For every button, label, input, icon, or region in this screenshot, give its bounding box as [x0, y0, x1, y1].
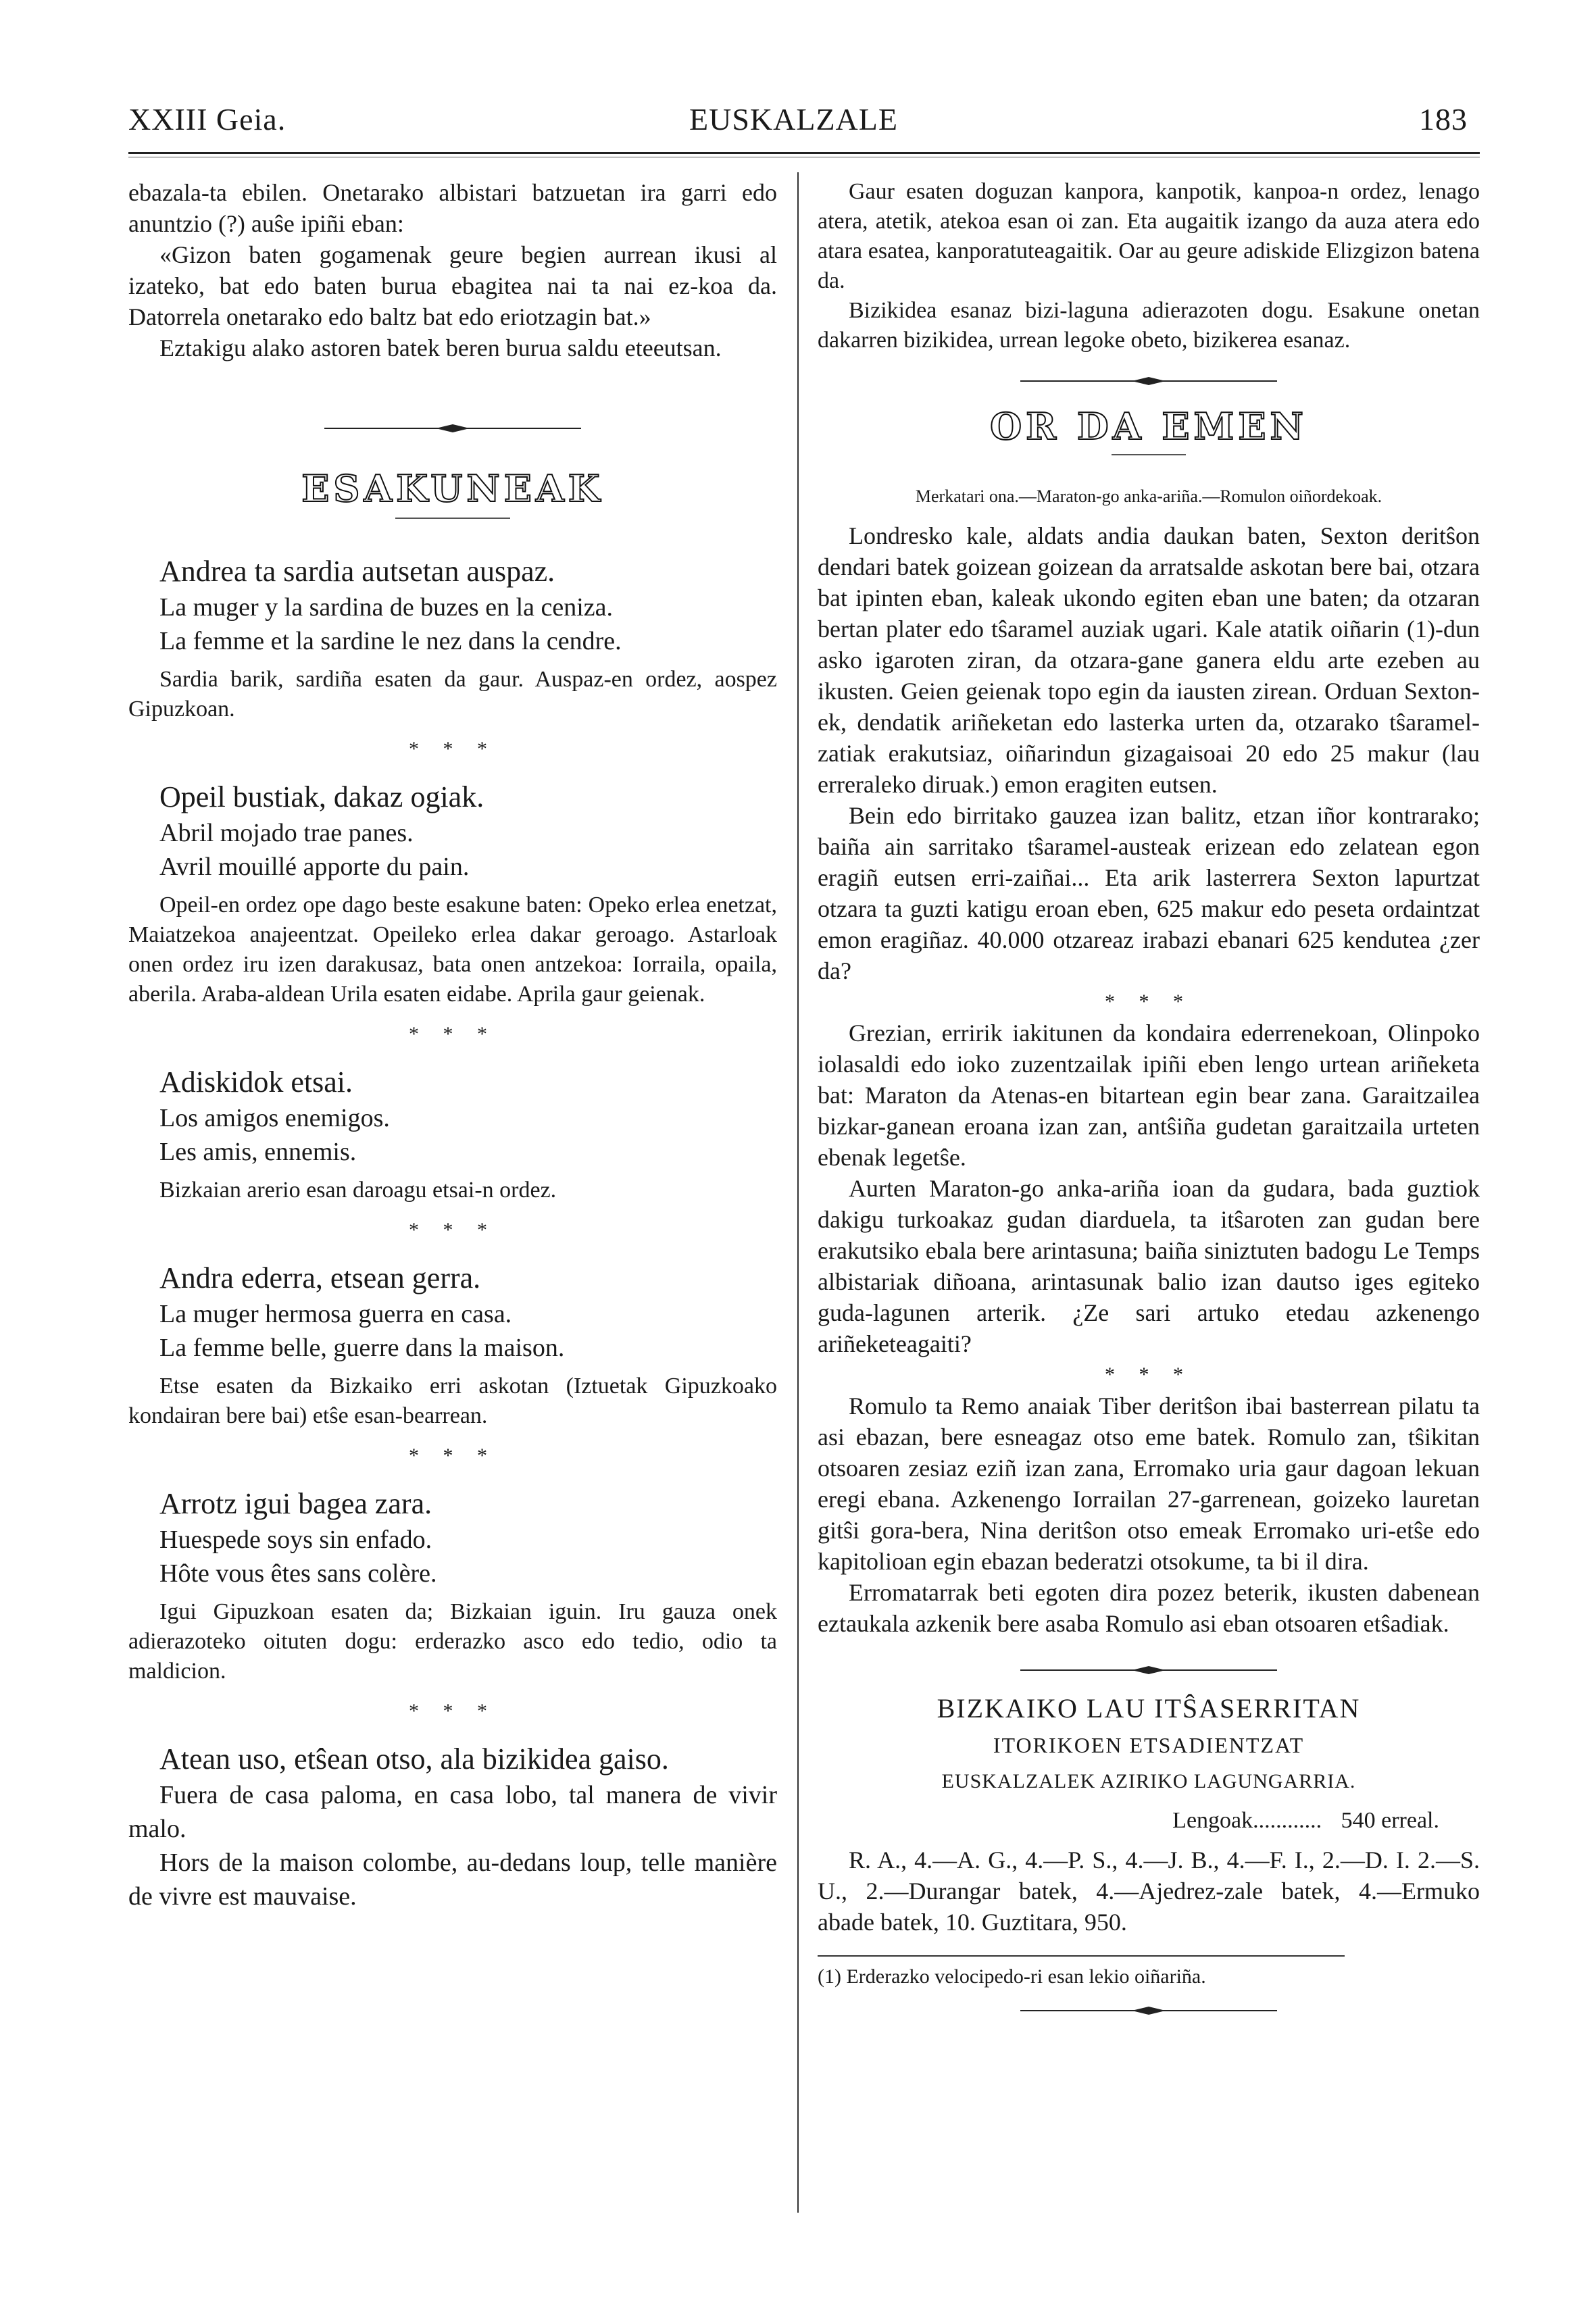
section-subtitle: Merkatari ona.—Maraton-go anka-ariña.—Romulon oiñordekoak.	[915, 486, 1382, 506]
proverb: Adiskidok etsai.	[159, 1065, 353, 1099]
quote-paragraph: «Gizon baten gogamenak geure begien aurrean ikusi al izateko, bat edo baten burua ebagitea nai ta nai ez-koa da. Datorrela onetarako edo baltz bat edo eriotzagin bat.»	[128, 241, 777, 330]
paragraph: Bizikidea esanaz bizi-laguna adierazoten dogu. Esakune onetan dakarren bizikidea, urrean legoke obeto, bizikerea esanaz.	[818, 298, 1480, 353]
ornament-divider-icon	[318, 422, 588, 435]
paragraph: ebazala-ta ebilen. Onetarako albistari batzuetan ira garri edo anuntzio (?) auŝe ipiñi eban:	[128, 179, 777, 237]
running-head-title: EUSKALZALE	[689, 102, 898, 136]
paragraph: Eztakigu alako astoren batek beren burua saldu eteeutsan.	[159, 334, 722, 361]
proverb-note: Igui Gipuzkoan esaten da; Bizkaian iguin. Iru gauza onek adierazoteko oituten dogu: erderazko asco edo tedio, odio ta maldicion.	[128, 1599, 777, 1684]
section-title-or-da-emen: OR DA EMEN	[990, 405, 1307, 448]
ornament-divider-icon	[1014, 374, 1284, 388]
section-stars: * * *	[409, 738, 497, 760]
proverb-note: Bizkaian arerio esan daroagu etsai-n ordez.	[159, 1178, 557, 1203]
article-paragraph: Bein edo birritako gauzea izan balitz, etzan iñor kontrarako; baiña ain sarritako tŝaramel-austeak erizean edo zelatean egon eragiñ eutsen erri-zaiñai... Eta arik lasterrera Sexton lapurtzat otzara ta guzti katigu eroan eben, 625 makur edo peseta ordaintzat emon eragiñaz. 40.000 otzareaz irabazi ebanari 625 kendutea ¿zer da?	[818, 802, 1480, 984]
section-stars: * * *	[1105, 1363, 1193, 1386]
translation-fr: Hôte vous êtes sans colère.	[159, 1559, 437, 1588]
section-title-esakuneak: ESAKUNEAK	[301, 467, 604, 510]
paragraph: Gaur esaten doguzan kanpora, kanpotik, kanpoa-n ordez, lenago atera, atetik, atekoa esan oi zan. Eta augaitik izango da auza atera edo atara esatea, kanporatuteagaitik. Oar au geure adiskide Elizgizon batena da.	[818, 179, 1480, 293]
section-stars: * * *	[1105, 990, 1193, 1013]
running-total-value: 540 erreal.	[1341, 1808, 1439, 1833]
proverb: Andrea ta sardia autsetan auspaz.	[159, 555, 555, 588]
section-stars: * * *	[409, 1023, 497, 1045]
section-stars: * * *	[409, 1700, 497, 1722]
translation-fr: Les amis, ennemis.	[159, 1138, 357, 1166]
translation-fr: Hors de la maison colombe, au-dedans loup, telle manière de vivre est mauvaise.	[128, 1848, 777, 1911]
section-stars: * * *	[409, 1444, 497, 1467]
right-column	[818, 177, 1480, 2017]
donor-list: R. A., 4.—A. G., 4.—P. S., 4.—J. B., 4.—F. I., 2.—D. I. 2.—S. U., 2.—Durangar batek, 4.—Ajedrez-zale batek, 4.—Ermuko abade batek, 10. Guztitara, 950.	[818, 1846, 1480, 1936]
proverb: Arrotz igui bagea zara.	[159, 1487, 432, 1520]
translation-fr: La femme belle, guerre dans la maison.	[159, 1334, 565, 1362]
ornament-divider-icon	[1014, 2004, 1284, 2017]
proverb: Andra ederra, etsean gerra.	[159, 1261, 481, 1294]
running-total	[818, 1805, 1480, 1836]
article-paragraph: Romulo ta Remo anaiak Tiber deritŝon ibai basterrean pilatu ta asi ebazan, bere esneagaz otso eme batek. Romulo zan, tŝikitan otsoaren zesiaz eziñ izan zana, Erromako uria gaur dagoan lekuan eregi ebana. Azkenengo Iorrailan 27-garrenean, goizeko lauretan gitŝi gora-bera, Nina deritŝon otso emeak Erromako uri-etŝe edo kapitolioan egin ebazan bederatzi otsokume, ta bi il dira.	[818, 1392, 1480, 1575]
article-paragraph: Erromatarrak beti egoten dira pozez beterik, ikusten dabenean eztaukala azkenik bere asaba Romulo asi eban otsoaren etŝadiak.	[818, 1579, 1480, 1637]
translation-es: Huespede soys sin enfado.	[159, 1526, 432, 1554]
proverb-note: Etse esaten da Bizkaiko erri askotan (Iztuetak Gipuzkoako kondairan bere bai) etŝe esan-bearrean.	[128, 1374, 777, 1428]
translation-es: La muger y la sardina de buzes en la ceniza.	[159, 593, 614, 622]
proverb-note: Opeil-en ordez ope dago beste esakune baten: Opeko erlea enetzat, Maiatzekoa anajeentzat. Opeileko erlea dakar geroago. Astarloak onen ordez iru izen darakusaz, bata onen antzekoa: Iorraila, opaila, aberila. Araba-aldean Urila esaten eidabe. Aprila gaur geienak.	[128, 892, 777, 1007]
ornament-divider-icon	[1014, 1663, 1284, 1677]
translation-fr: Avril mouillé apporte du pain.	[159, 853, 470, 881]
translation-es: La muger hermosa guerra en casa.	[159, 1300, 512, 1328]
translation-es: Fuera de casa paloma, en casa lobo, tal manera de vivir malo.	[128, 1781, 777, 1843]
translation-es: Abril mojado trae panes.	[159, 819, 414, 847]
column-divider	[797, 172, 799, 2213]
section-stars: * * *	[409, 1219, 497, 1241]
donation-box-subtitle-2: EUSKALZALEK AZIRIKO LAGUNGARRIA.	[941, 1770, 1356, 1792]
article-paragraph: Aurten Maraton-go anka-ariña ioan da gudara, bada guztiok dakigu turkoakaz gudan diarduela, ta itŝaroten zan gudan bere erakutsiko ebala bere arintasuna; baiña siniztuten badogu Le Temps albistariak diñoana, arintasunak balio izan dautso iges egiteko guda-lagunen arterik. ¿Ze sari artuko etedau azkenengo ariñeketeagaiti?	[818, 1175, 1480, 1357]
article-paragraph: Londresko kale, aldats andia daukan baten, Sexton deritŝon dendari batek goizean goizean da arratsalde askotan bere bai, otzara bat ipinten eban, kaleak ukondo egiten eban une baten; da otzaran bertan plater edo tŝaramel auziak ugari. Kale atatik oiñarin (1)-dun asko igaroten ziran, da otzara-gane ganera eldu arte ezeben au ikusten. Geien geienak topo egin da iausten zirean. Orduan Sexton-ek, dendatik ariñeketan edo lasterka urten da, otzarako tŝaramel-zatiak erakutsiaz, oiñarindun gizagaisoai 20 edo 25 makur (lau erreraleko diruak.) emon eragiten eutsen.	[818, 522, 1480, 798]
footnote: (1) Erderazko velocipedo-ri esan lekio oiñariña.	[818, 1965, 1206, 1988]
donation-box-title: BIZKAIKO LAU ITŜASERRITAN	[937, 1693, 1361, 1724]
running-total-label: Lengoak............	[1172, 1808, 1322, 1833]
translation-es: Los amigos enemigos.	[159, 1104, 390, 1132]
article-paragraph: Grezian, erririk iakitunen da kondaira ederrenekoan, Olinpoko iolasaldi edo ioko zuzentzailak ipiñi eben lengo urtean ariñeketa bat: Maraton da Atenas-en bitartean egin bear zana. Garaitzailea bizkar-ganean eroana izan zan, antŝiña gudetan garaitzaila urteten ebenak legetŝe.	[818, 1020, 1480, 1171]
header-rule	[128, 152, 1480, 154]
proverb-note: Sardia barik, sardiña esaten da gaur. Auspaz-en ordez, aospez Gipuzkoan.	[128, 667, 777, 722]
left-column	[128, 177, 777, 1913]
donation-box-subtitle: ITORIKOEN ETSADIENTZAT	[993, 1733, 1305, 1757]
running-head-left: XXIII Geia.	[128, 102, 286, 136]
page-number: 183	[1419, 102, 1468, 136]
proverb: Atean uso, etŝean otso, ala bizikidea gaiso.	[159, 1742, 669, 1776]
proverb: Opeil bustiak, dakaz ogiak.	[159, 780, 484, 813]
translation-fr: La femme et la sardine le nez dans la cendre.	[159, 627, 622, 655]
